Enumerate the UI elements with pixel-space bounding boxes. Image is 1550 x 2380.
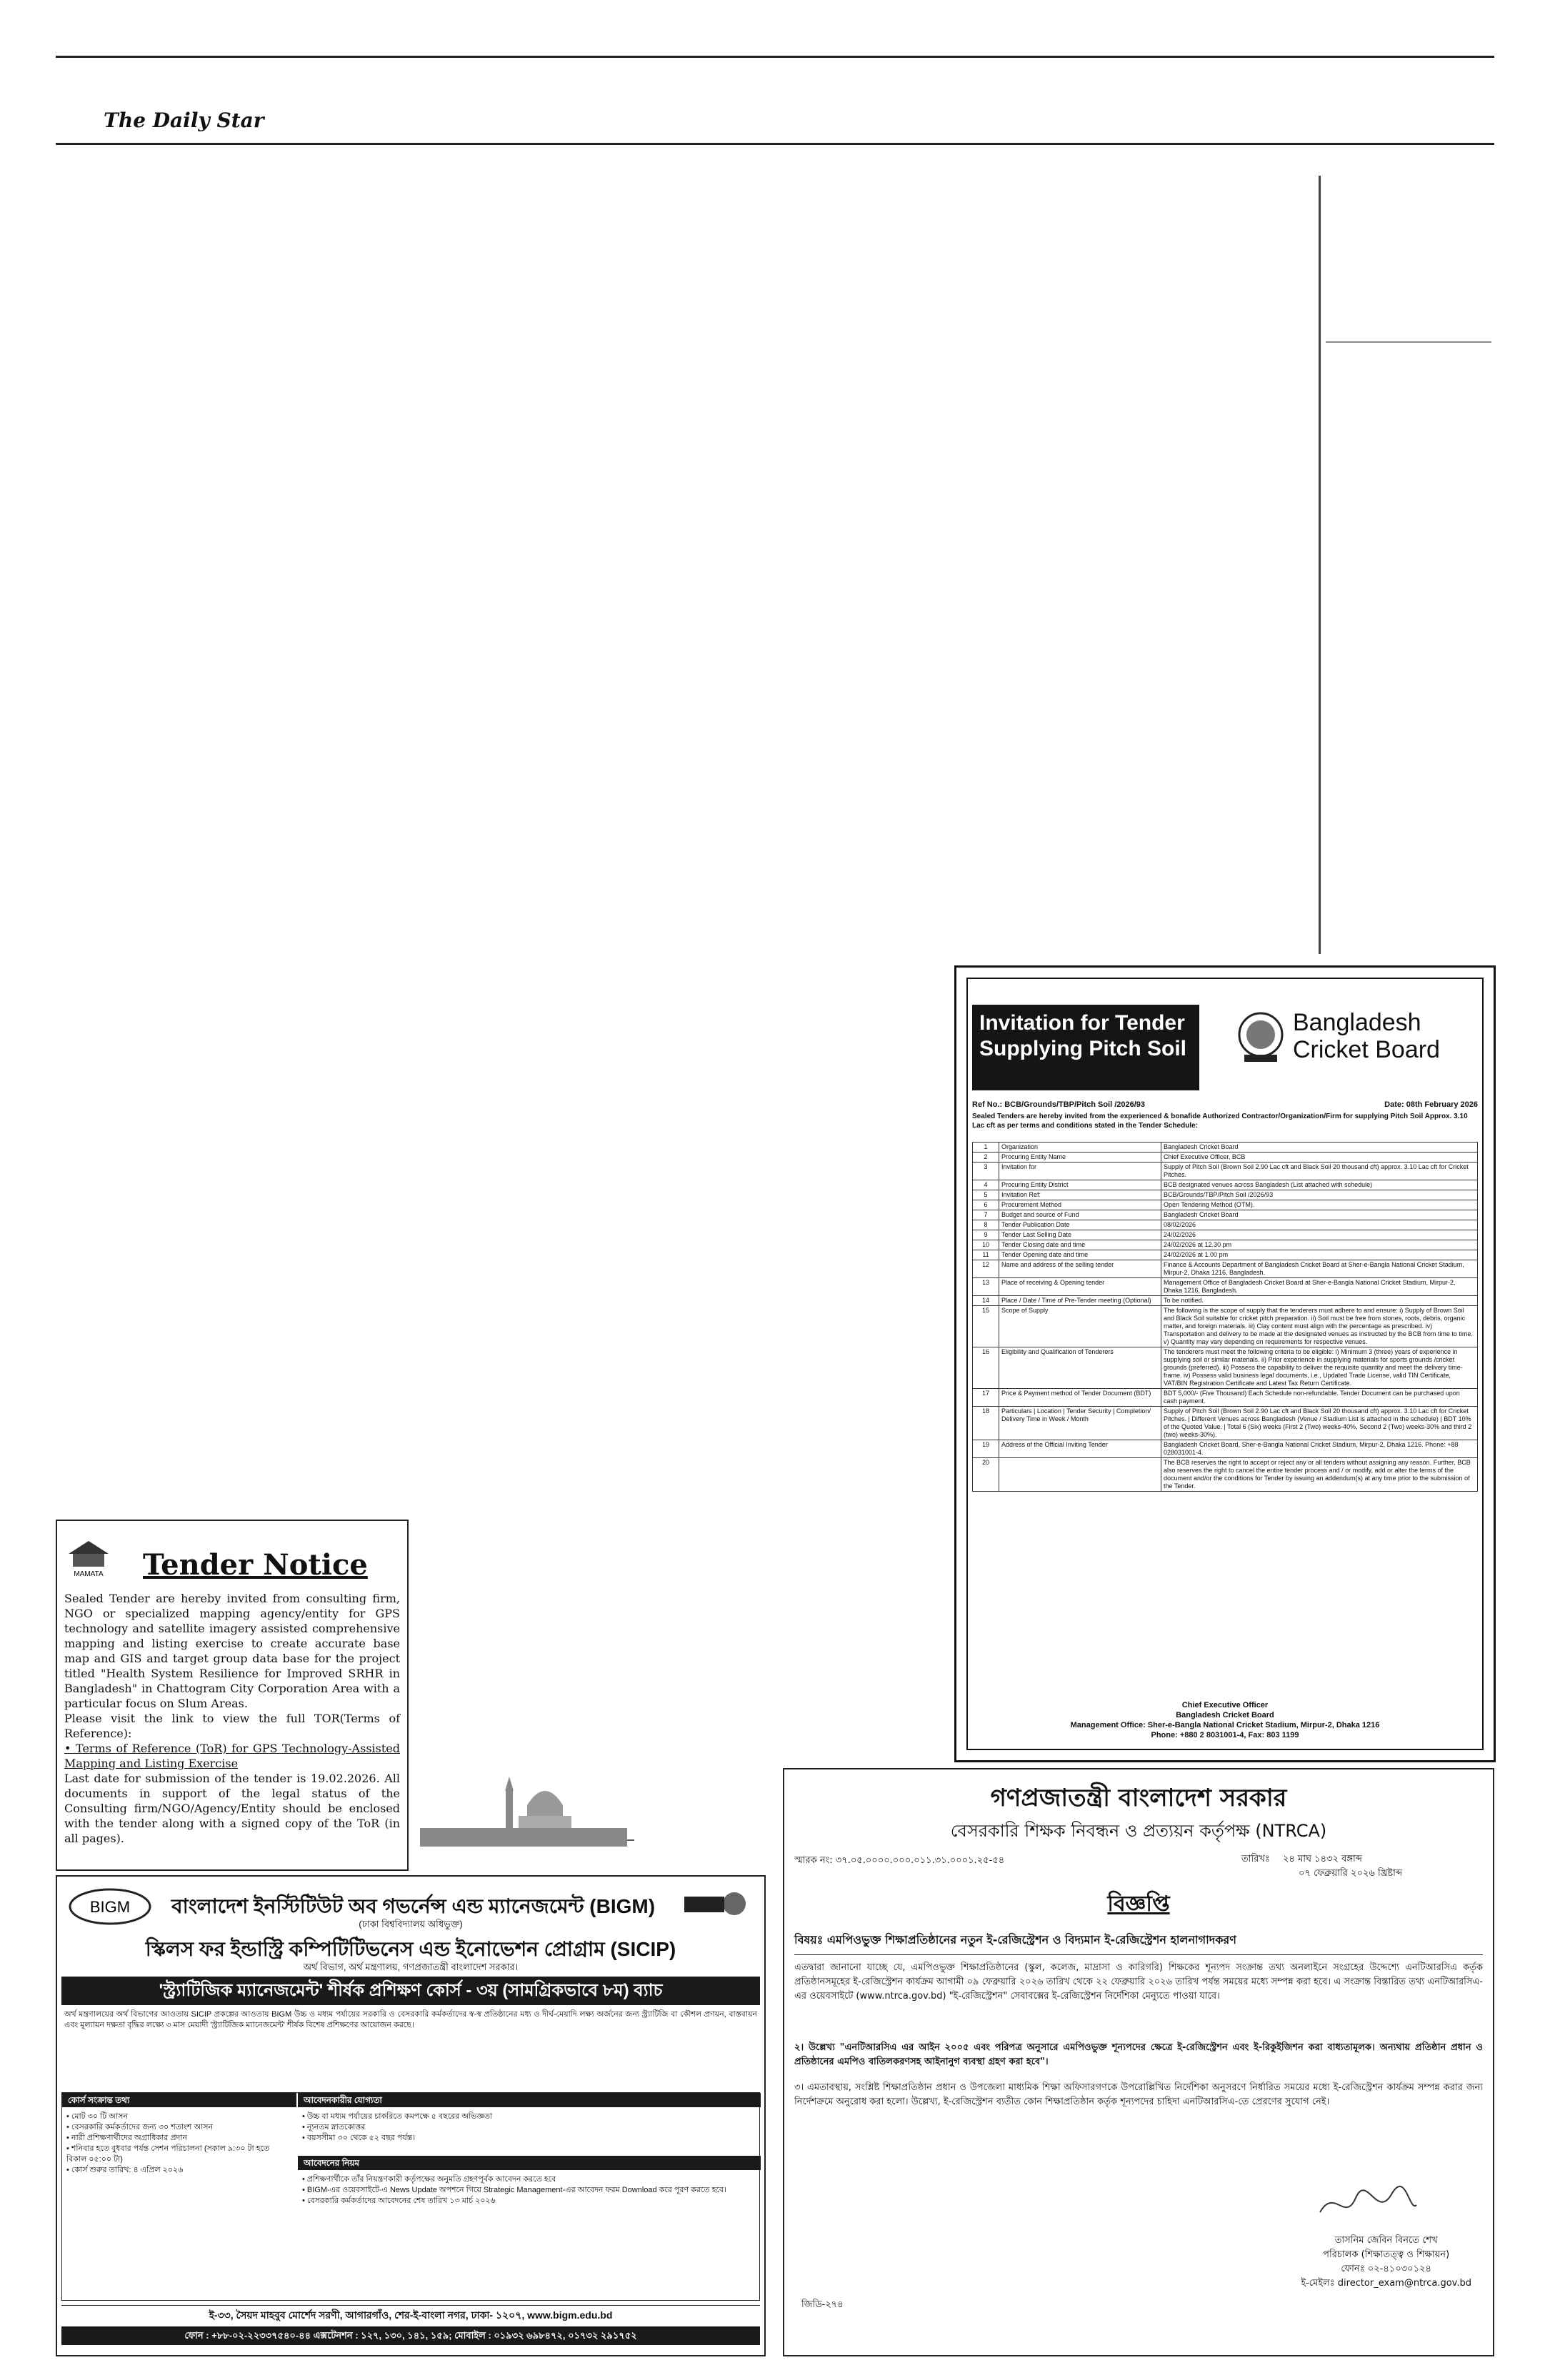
mamata-intro: Sealed Tender are hereby invited from consulting firm, NGO or specialized mapping agency/entity for GPS technology and satellite imagery assisted comprehensive mapping and listing exercise to create accurate base map and GIS and target group data base for the project titled "Health System Resilience for Improved SRHR in Bangladesh" in Chattogram City Corporation Area with a particular focus on Slum Areas. [64,1592,400,1710]
table-cell: 4 [973,1180,999,1190]
table-cell: Price & Payment method of Tender Document (BDT) [999,1389,1161,1407]
table-cell: Open Tendering Method (OTM). [1161,1200,1478,1210]
table-row [973,1200,1478,1210]
table-cell: 6 [973,1200,999,1210]
column-divider [1319,176,1321,954]
table-row [973,1306,1478,1347]
table-cell: Address of the Official Inviting Tender [999,1440,1161,1458]
mamata-link-text: Please visit the link to view the full TOR(Terms of Reference): [64,1712,400,1740]
top-rule [56,56,1494,58]
table-cell: Organization [999,1143,1161,1153]
bcb-ad-title: Invitation for Tender Supplying Pitch Soil [972,1005,1199,1090]
table-cell: Budget and source of Fund [999,1210,1161,1220]
ntrca-memo-no: স্মারক নং: ৩৭.০৫.০০০০.০০০.০১১.৩১.০০০১.২৫-৫৪ [794,1855,1005,1866]
table-cell: Supply of Pitch Soil (Brown Soil 2.90 Lac cft and Black Soil 20 thousand cft) approx. 3.10 Lac cft for Cricket Pitches. [1161,1163,1478,1180]
table-cell: To be notified. [1161,1296,1478,1306]
bigm-eligibility-head: আবেদনকারীর যোগ্যতা [298,2093,761,2107]
table-row [973,1278,1478,1296]
table-cell: The following is the scope of supply that the tenderers must adhere to and ensure: i) Supply of Brown Soil and Black Soil suitable for cricket pitch preparation. ii) Soil must be free from stones, roots, debris, organic matter, and foreign materials. iii) Clay content must align with the percentage as prescribed. iv) Transportation and delivery to be made at the designated venues as instructed by the BCB from time to time. v) Quantity may vary depending on requirements for respective venues. [1161,1306,1478,1347]
masthead: The Daily Star [104,109,264,132]
table-cell: Supply of Pitch Soil (Brown Soil 2.90 Lac cft and Black Soil 20 thousand cft) approx. 3.10 Lac cft for Cricket Pitches. | Different Venues across Bangladesh (Venue / Stadium List is attached in the schedule) | BDT 10% of the Quoted Value. | Total 6 (Six) weeks (First 2 (Two) weeks-40%, Second 2 (Two) weeks-30% and third 2 (two) weeks-30%). [1161,1407,1478,1440]
table-row [973,1250,1478,1260]
bcb-tiger-logo-icon [1236,1008,1286,1065]
bigm-affiliation: (ঢাকা বিশ্ববিদ্যালয় অধিভুক্ত) [359,1919,463,1929]
table-cell [999,1458,1161,1492]
table-row [973,1163,1478,1180]
table-cell: The tenderers must meet the following criteria to be eligible: i) Minimum 3 (three) years of experience in supplying soil or similar materials. ii) Prior experience in supplying materials for sports grounds /cricket grounds (preferred). iii) Possess the capability to deliver the requisite quantity and meet the delivery time-frame. iv) Possess valid business legal documents, i.e., Updated Trade License, valid TIN Certificate, VAT/BIN Registration Certificate and Latest Tax Return Certificate. [1161,1347,1478,1389]
bigm-course-title: 'স্ট্র্যাটিজিক ম্যানেজমেন্ট' শীর্ষক প্রশিক্ষণ কোর্স - ৩য় (সামগ্রিকভাবে ৮ম) ব্যাচ [61,1977,760,2005]
table-row [973,1440,1478,1458]
table-cell: Procuring Entity District [999,1180,1161,1190]
ntrca-date-label: তারিখঃ [1241,1854,1270,1864]
table-cell: Invitation for [999,1163,1161,1180]
table-row [973,1220,1478,1230]
table-cell: Bangladesh Cricket Board [1161,1143,1478,1153]
table-cell: 8 [973,1220,999,1230]
table-row [973,1389,1478,1407]
bcb-ref: Ref No.: BCB/Grounds/TBP/Pitch Soil /2026/93 [972,1100,1146,1109]
table-cell: 1 [973,1143,999,1153]
table-cell: 14 [973,1296,999,1306]
table-cell: 2 [973,1153,999,1163]
bcb-schedule-table [972,1142,1478,1492]
bigm-ad [56,1875,766,2356]
table-cell: 24/02/2026 [1161,1230,1478,1240]
table-cell: Procurement Method [999,1200,1161,1210]
table-cell: 16 [973,1347,999,1389]
mamata-body [64,1591,400,1846]
ntrca-signatory [1301,2234,1471,2291]
mamata-logo-text: MAMATA [74,1570,104,1578]
table-cell: Finance & Accounts Department of Bangladesh Cricket Board at Sher-e-Bangla National Cricket Stadium, Mirpur-2, Dhaka 1216, Bangladesh. [1161,1260,1478,1278]
table-row [973,1347,1478,1389]
mamata-tor-link[interactable]: • Terms of Reference (ToR) for GPS Technology-Assisted Mapping and Listing Exercise [64,1742,400,1770]
table-row [973,1153,1478,1163]
table-row [973,1296,1478,1306]
table-cell: Particulars | Location | Tender Security | Completion/ Delivery Time in Week / Month [999,1407,1161,1440]
bcb-ceo-phone: Phone: +880 2 8031001-4, Fax: 803 1199 [1151,1731,1299,1739]
mamata-tender-notice [56,1520,409,1871]
table-cell: 08/02/2026 [1161,1220,1478,1230]
mosque-ad-bar [420,1828,627,1847]
ntrca-para-3: ৩। এমতাবস্থায়, সংশ্লিষ্ট শিক্ষাপ্রতিষ্ঠান প্রধান ও উপজেলা মাধ্যমিক শিক্ষা অফিসারগণকে উপরোল্লিখিত নির্দেশিকা অনুসরণে নির্ধারিত সময়ের মধ্যে ই-রেজিস্ট্রেশন কার্যক্রম সম্পন্ন করার জন্য নির্দেশক্রমে অনুরোধ করা হলো। উল্লেখ্য, ই-রেজিস্ট্রেশন ব্যতীত কোন শিক্ষাপ্রতিষ্ঠান কর্তৃক শূন্যপদের চাহিদা এনটিআরসিএ-তে প্রেরণের সুযোগ নেই। [794,2082,1483,2107]
ntrca-date-1: ২৪ মাঘ ১৪৩২ বঙ্গাব্দ [1283,1854,1362,1864]
bcb-ceo-org: Bangladesh Cricket Board [1176,1711,1274,1719]
table-cell: 7 [973,1210,999,1220]
mamata-title: Tender Notice [143,1548,368,1582]
table-cell: 15 [973,1306,999,1347]
bcb-intro: Sealed Tenders are hereby invited from the experienced & bonafide Authorized Contractor/Organization/Firm for supplying Pitch Soil Approx. 3.10 Lac cft as per terms and conditions stated in the Tender Schedule: [972,1113,1468,1130]
table-row [973,1240,1478,1250]
bigm-ministry: অর্থ বিভাগ, অর্থ মন্ত্রণালয়, গণপ্রজাতন্ত্রী বাংলাদেশ সরকার। [303,1962,519,1972]
ntrca-sign-title: পরিচালক (শিক্ষাতত্ত্ব ও শিক্ষায়ন) [1323,2249,1450,2260]
bigm-phone: ফোন : +৮৮-০২-২২৩৩৭৫৪০-৪৪ এক্সটেনশন : ১২৭, ১৩০, ১৪১, ১৫৯; মোবাইল : ০১৯৩২ ৬৯৮৪৭২, ০১৭৩২ ২৯১৭৫২ [61,2326,760,2345]
bigm-info-columns [61,2092,760,2301]
ntrca-para-2: ২। উল্লেখ্য "এনটিআরসিএ এর আইন ২০০৫ এবং পরিপত্র অনুসারে এমপিওভুক্ত শূন্যপদের ক্ষেত্রে ই-রেজিস্ট্রেশন এবং ই-রিকুইজিশন করা বাধ্যতামূলক। অন্যথায় প্রতিষ্ঠান প্রধান ও প্রতিষ্ঠানের এমপিও বাতিলকরণসহ আইনানুগ ব্যবস্থা গ্রহণ করা হবে"। [794,2042,1483,2067]
table-cell: The BCB reserves the right to accept or reject any or all tenders without assigning any reason. Further, BCB also reserves the right to cancel the entire tender process and / or modify, add or alter the terms of the document and/or the conditions for Tender by issuing an addendum(s) at any time prior to the submission of the Tender. [1161,1458,1478,1492]
ntrca-sign-phone: ফোনঃ ০২-৪১০৩০১২৪ [1341,2264,1431,2274]
table-cell: BCB/Grounds/TBP/Pitch Soil /2026/93 [1161,1190,1478,1200]
ntrca-date-bangla [1241,1852,1362,1867]
table-row [973,1180,1478,1190]
table-cell: Invitation Ref: [999,1190,1161,1200]
bigm-apply-head: আবেদনের নিয়ম [298,2156,761,2170]
table-cell: 5 [973,1190,999,1200]
table-row [973,1407,1478,1440]
ntrca-govt-title: গণপ্রজাতন্ত্রী বাংলাদেশ সরকার [990,1784,1287,1812]
table-cell: Management Office of Bangladesh Cricket Board at Sher-e-Bangla National Cricket Stadium, Mirpur-2, Dhaka 1216, Bangladesh. [1161,1278,1478,1296]
table-cell: 24/02/2026 at 12.30 pm [1161,1240,1478,1250]
table-row [973,1458,1478,1492]
table-cell: Tender Last Selling Date [999,1230,1161,1240]
bcb-signatory [972,1700,1478,1740]
table-cell: Bangladesh Cricket Board, Sher-e-Bangla National Cricket Stadium, Mirpur-2, Dhaka 1216. Phone: +88 028031001-4. [1161,1440,1478,1458]
mamata-deadline: Last date for submission of the tender is 19.02.2026. All documents in support of the legal status of the Consulting firm/NGO/Agency/Entity should be enclosed with the tender along with a signed copy of the ToR (in all pages). [64,1772,400,1845]
ntrca-notice [783,1768,1494,2356]
ntrca-signature-icon [1313,2184,1420,2226]
table-cell: Bangladesh Cricket Board [1161,1210,1478,1220]
bigm-course-info-head: কোর্স সংক্রান্ত তথ্য [62,2093,296,2107]
ntrca-sign-email: ই-মেইলঃ director_exam@ntrca.gov.bd [1301,2278,1471,2289]
sidebar-rule [1326,341,1491,343]
ntrca-subject: বিষয়ঃ এমপিওভুক্ত শিক্ষাপ্রতিষ্ঠানের নতুন ই-রেজিস্ট্রেশন ও বিদ্যমান ই-রেজিস্ট্রেশন হালনাগাদকরণ [794,1931,1483,1955]
bigm-course-info: • মোট ৩০ টি আসন • বেসরকারি কর্মকর্তাদের জন্য ৩০ শতাংশ আসন • নারী প্রশিক্ষণার্থীদের অগ্রাধিকার প্রদান • শনিবার হতে বুধবার পর্যন্ত সেশন পরিচালনা (সকাল ৯:৩০ টা হতে বিকাল ০৫:০০ টা) • কোর্স শুরুর তারিখ: ৪ এপ্রিল ২০২৬ [66,2112,270,2174]
table-row [973,1260,1478,1278]
table-row [973,1230,1478,1240]
table-cell: 11 [973,1250,999,1260]
table-cell: Tender Closing date and time [999,1240,1161,1250]
table-cell: 12 [973,1260,999,1278]
table-cell: Scope of Supply [999,1306,1161,1347]
table-cell: Tender Publication Date [999,1220,1161,1230]
table-cell: Chief Executive Officer, BCB [1161,1153,1478,1163]
ntrca-gd-code: জিডি-২৭৪ [801,2299,844,2310]
table-cell: Procuring Entity Name [999,1153,1161,1163]
bcb-ad-frame [966,978,1484,1750]
bigm-eligibility: • উচ্চ বা মধ্যম পর্যায়ের চাকরিতে কমপক্ষে ৫ বছরের অভিজ্ঞতা • ন্যূনতম স্নাতকোত্তর • বয়সসীমা ৩০ থেকে ৫২ বছর পর্যন্ত। [302,2112,493,2142]
ntrca-para-1: এতদ্বারা জানানো যাচ্ছে যে, এমপিওভুক্ত শিক্ষাপ্রতিষ্ঠানের (স্কুল, কলেজ, মাদ্রাসা ও কারিগরি) শিক্ষকের শূন্যপদ সংক্রান্ত তথ্য অনলাইনে সংগ্রহের উদ্দেশ্যে এনটিআরসিএ কর্তৃক প্রতিষ্ঠানসমূহের ই-রেজিস্ট্রেশন কার্যক্রম আগামী ০৯ ফেব্রুয়ারি ২০২৬ তারিখ থেকে ২২ ফেব্রুয়ারি ২০২৬ তারিখ পর্যন্ত সময়ের মধ্যে সম্পন্ন করা হবে। এ সংক্রান্ত বিস্তারিত তথ্য এনটিআরসিএ-এর ওয়েবসাইটে (www.ntrca.gov.bd) "ই-রেজিস্ট্রেশন" সেবাবক্সের ই-রেজিস্ট্রেশন নির্দেশিকা মেন্যুতে পাওয়া যাবে। [794,1962,1483,2002]
table-cell: 13 [973,1278,999,1296]
table-cell: 20 [973,1458,999,1492]
table-cell: 10 [973,1240,999,1250]
ntrca-heading: বিজ্ঞপ্তি [1107,1892,1170,1917]
table-cell: Eligibility and Qualification of Tenderers [999,1347,1161,1389]
table-row [973,1190,1478,1200]
bigm-description: অর্থ মন্ত্রণালয়ের অর্থ বিভাগের আওতায় SICIP প্রকল্পের আওতায় BIGM উচ্চ ও মধ্যম পর্যায়ের সরকারি ও বেসরকারি কর্মকর্তাদের স্ব-স্ব প্রতিষ্ঠানের মধ্য ও দীর্ঘ-মেয়াদি লক্ষ্য অর্জনের জন্য স্ট্র্যাটিজি বা কৌশল প্রণয়ন, বাস্তবায়ন এবং মূল্যায়ন দক্ষতা বৃদ্ধির লক্ষ্যে ৩ মাস মেয়াদী 'স্ট্র্যাটিজিক ম্যানেজমেন্ট' শীর্ষক বিশেষ প্রশিক্ষণের আয়োজন করছে। [64,2010,757,2029]
ntrca-sign-name: তাসনিম জেবিন বিনতে শেখ [1334,2235,1438,2246]
bigm-logo-text: BIGM [89,1898,131,1916]
table-cell: 9 [973,1230,999,1240]
mamata-logo-icon [66,1537,111,1580]
bigm-apply-rules: • প্রশিক্ষণার্থীকে তাঁর নিয়ন্ত্রণকারী কর্তৃপক্ষের অনুমতি গ্রহণপূর্বক আবেদন করতে হবে • BIGM-এর ওয়েবসাইটে-এ News Update অপশনে গিয়ে Strategic Management-এর আবেদন ফরম Download করে পূরণ করতে হবে। • বেসরকারি কর্মকর্তাদের আবেদনের শেষ তারিখ ১৩ মার্চ ২০২৬ [302,2175,726,2205]
table-cell: Place / Date / Time of Pre-Tender meeting (Optional) [999,1296,1161,1306]
table-cell: BDT 5,000/- (Five Thousand) Each Schedule non-refundable. Tender Document can be purchased upon cash payment. [1161,1389,1478,1407]
bcb-tender-ad [954,965,1496,1762]
bigm-institute-name: বাংলাদেশ ইনস্টিটিউট অব গভর্নেন্স এন্ড ম্যানেজমেন্ট (BIGM) [171,1895,656,1917]
ntrca-authority: বেসরকারি শিক্ষক নিবন্ধন ও প্রত্যয়ন কর্তৃপক্ষ (NTRCA) [950,1821,1327,1841]
table-cell: 19 [973,1440,999,1458]
table-cell: 18 [973,1407,999,1440]
bigm-program-name: স্কিলস ফর ইন্ডাস্ট্রি কম্পিটিটিভনেস এন্ড ইনোভেশন প্রোগ্রাম (SICIP) [145,1938,676,1960]
table-cell: Name and address of the selling tender [999,1260,1161,1278]
table-cell: Place of receiving & Opening tender [999,1278,1161,1296]
bcb-ceo-title: Chief Executive Officer [1181,1701,1269,1709]
bcb-date: Date: 08th February 2026 [1384,1100,1478,1109]
bcb-org-name: Bangladesh Cricket Board [1293,1009,1440,1063]
bigm-address: ই-৩৩, সৈয়দ মাহবুব মোর্শেদ সরণী, আগারগাঁও, শের-ই-বাংলা নগর, ঢাকা- ১২০৭, www.bigm.edu.bd [61,2305,760,2324]
table-cell: BCB designated venues across Bangladesh (List attached with schedule) [1161,1180,1478,1190]
header-rule [56,143,1494,145]
table-row [973,1143,1478,1153]
table-cell: 3 [973,1163,999,1180]
bcb-ref-line [972,1100,1478,1109]
ntrca-date-2: ০৭ ফেব্রুয়ারি ২০২৬ খ্রিষ্টাব্দ [1299,1868,1403,1879]
bcb-ceo-address: Management Office: Sher-e-Bangla National Cricket Stadium, Mirpur-2, Dhaka 1216 [1070,1721,1380,1729]
table-cell: 17 [973,1389,999,1407]
table-cell: Tender Opening date and time [999,1250,1161,1260]
table-row [973,1210,1478,1220]
table-cell: 24/02/2026 at 1.00 pm [1161,1250,1478,1260]
